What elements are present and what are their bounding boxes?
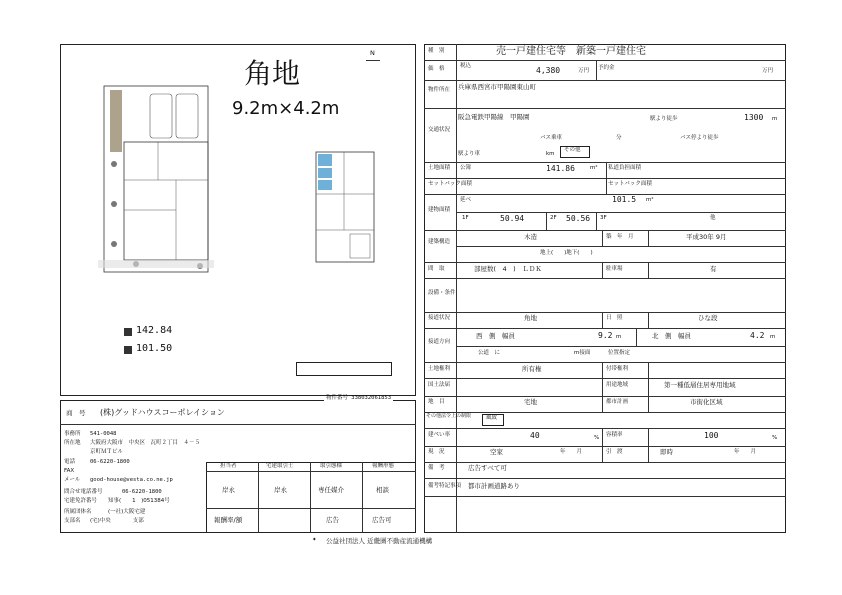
plan-legend — [296, 362, 392, 376]
remarks-value: 広告すべて可 — [468, 464, 507, 472]
company-divider — [60, 424, 416, 425]
from-station: 駅より車 — [458, 151, 481, 157]
trade-name: (株)グッドハウスコーポレイション — [100, 408, 225, 417]
other-label: その他 — [564, 147, 581, 153]
access-value: 角地 — [524, 314, 537, 322]
floor2-label: 2F — [550, 215, 557, 221]
far-value: 100 — [704, 431, 719, 440]
role-header: 報酬形態 — [372, 463, 395, 469]
land-kind: 公簿 — [460, 165, 472, 171]
floor1-label: 1F — [462, 215, 469, 221]
handover-label: 引 渡 — [606, 449, 623, 455]
postal-code: 541-0048 — [90, 431, 117, 437]
office-label: 事務所 — [64, 431, 81, 437]
sun-label: 日 照 — [606, 315, 623, 321]
address-line-2: 京町ＭＴビル — [90, 449, 124, 455]
type-label: 種 別 — [428, 48, 445, 54]
plan-dimensions: 9.2m×4.2m — [232, 98, 340, 119]
attached-label: 付帯権利 — [606, 366, 629, 372]
role-value: 専任媒介 — [318, 486, 344, 494]
zone-value: 第一種低層住居専用地域 — [664, 381, 736, 389]
public-road: 公道 に — [478, 350, 501, 356]
zone-label: 用途地域 — [606, 382, 629, 388]
far-label: 容積率 — [606, 432, 623, 438]
built-value: 平成30年 9月 — [686, 233, 727, 241]
structure-label: 建築構造 — [428, 239, 451, 245]
footer-org: 公益社団法人 近畿圏不動産流通機構 — [326, 537, 433, 545]
trade-label: 商 号 — [66, 409, 86, 417]
setback-label: セットバック面積 — [428, 181, 472, 187]
floor-area-badge-icon — [124, 346, 132, 354]
role-value: 相談 — [376, 486, 389, 494]
type-value: 売一戸建住宅等 新築一戸建住宅 — [496, 46, 646, 57]
bcr-value: 40 — [530, 431, 540, 440]
road-label: 接道方向 — [428, 339, 451, 345]
setback-right-label: セットバック面積 — [608, 181, 652, 187]
address-line-1: 大阪府大阪市 中央区 瓦町２丁目 ４－５ — [90, 440, 201, 446]
bus-label: バス乗車 — [540, 135, 563, 141]
special-label: 備考特記事項 — [428, 483, 462, 489]
branch-label: 支部名 — [64, 518, 81, 524]
inquiry-phone: 06-6220-1800 — [122, 489, 162, 495]
north-underline — [366, 60, 380, 61]
price-tax: 税込 — [460, 63, 472, 69]
phone-value: 06-6220-1800 — [90, 459, 130, 465]
handover-value: 即時 — [660, 448, 673, 456]
org-label: 所属団体名 — [64, 509, 92, 515]
mail-label: メール — [64, 477, 81, 483]
role-header: 担当者 — [220, 463, 237, 469]
transit-label: 交通状況 — [428, 127, 451, 133]
limit-value: 風致 — [486, 415, 498, 421]
private-road-label: 私道負担面積 — [608, 165, 642, 171]
floor3-label: 3F — [600, 215, 607, 221]
floor-area-value: 101.50 — [136, 343, 173, 354]
city-plan-value: 市街化区域 — [690, 398, 723, 406]
ad-rate-label: 報酬率/額 — [214, 516, 243, 524]
parking-value: 有 — [710, 265, 717, 273]
ad-column-label: 広告 — [326, 516, 339, 524]
special-value: 都市計画道路あり — [468, 482, 520, 490]
layout-label: 間 取 — [428, 266, 445, 272]
location-label: 物件所在 — [428, 87, 451, 93]
location-value: 兵庫県西宮市甲陽園東山町 — [458, 83, 536, 91]
site-plan-drawing — [96, 84, 216, 274]
reference-number: 物件番号 338032061853 — [326, 395, 392, 401]
phone-label: 電話 — [64, 459, 76, 465]
land-area-value: 142.84 — [136, 325, 173, 336]
org-value: (一社)大阪宅建 — [108, 509, 146, 515]
bcr-unit: % — [594, 435, 600, 441]
road2-direction: 北 側 幅員 — [652, 332, 691, 340]
mail-value: good-house@vesta.co.ne.jp — [90, 477, 173, 483]
price-unit: 万円 — [578, 68, 590, 74]
km-unit: km — [546, 151, 555, 157]
branch-value: (宅)中央 支部 — [90, 518, 144, 524]
bcr-label: 建ぺい率 — [428, 432, 451, 438]
reserve-label: 予約金 — [598, 65, 615, 71]
layout-value: 部屋数( 4 ) ＬＤＫ — [474, 265, 542, 273]
floor1-value: 50.94 — [500, 214, 525, 223]
reserve-unit: 万円 — [762, 68, 774, 74]
land-unit: m² — [590, 165, 598, 171]
license-value: 知事( 1 )051384号 — [108, 498, 170, 504]
license-label: 宅建免許番号 — [64, 498, 98, 504]
walk-unit: m — [772, 116, 778, 122]
total-label: 延べ — [460, 197, 472, 203]
land-value: 141.86 — [546, 164, 575, 173]
floor2-value: 50.56 — [566, 214, 591, 223]
ad-value: 広告可 — [372, 516, 392, 524]
role-value: 岸永 — [274, 486, 287, 494]
line-value: 阪急電鉄甲陽線 甲陽園 — [458, 113, 530, 121]
walk-label: 駅より徒歩 — [650, 116, 678, 122]
road1-unit: m — [616, 334, 622, 340]
far-unit: % — [772, 435, 778, 441]
footer-logo-icon: ✦ — [312, 537, 317, 543]
status-date: 年 月 — [560, 449, 583, 455]
sun-value: ひな段 — [698, 314, 718, 322]
position-label: 位置指定 — [608, 350, 631, 356]
floors-label: 地上( )地下( ) — [540, 250, 593, 256]
fax-label: FAX — [64, 468, 75, 474]
city-plan-label: 都市計画 — [606, 399, 629, 405]
built-label: 築 年 月 — [606, 234, 634, 240]
access-label: 接道状況 — [428, 315, 451, 321]
inquiry-label: 問合せ電話番号 — [64, 489, 103, 495]
road2-width: 4.2 — [750, 331, 765, 340]
status-value: 空家 — [490, 448, 503, 456]
busstop-label: バス停より徒歩 — [680, 135, 719, 141]
frontage-label: m接面 — [574, 350, 591, 356]
rights-value: 所有権 — [522, 365, 542, 373]
chimoku-value: 宅地 — [524, 398, 537, 406]
remarks-label: 備 考 — [428, 465, 445, 471]
walk-value: 1300 — [744, 113, 764, 122]
price-label: 価 格 — [428, 66, 445, 72]
role-header: 宅建取引士 — [266, 463, 294, 469]
bus-minutes: 分 — [616, 135, 622, 141]
total-value: 101.5 — [612, 195, 637, 204]
role-header: 取引態様 — [320, 463, 343, 469]
address-label: 所在地 — [64, 440, 81, 446]
total-unit: m² — [646, 197, 654, 203]
facility-label: 設備・条件 — [428, 290, 456, 296]
road1-width: 9.2 — [598, 331, 613, 340]
price-value: 4,380 — [536, 66, 561, 75]
handover-date: 年 月 — [734, 449, 757, 455]
road2-unit: m — [770, 334, 776, 340]
road1-direction: 西 側 幅員 — [476, 332, 515, 340]
limit-label: その他法令上の制限 — [426, 413, 472, 419]
north-mark: N — [370, 49, 375, 57]
status-label: 現 況 — [428, 449, 445, 455]
land-area-badge-icon — [124, 328, 132, 336]
role-value: 岸永 — [222, 486, 235, 494]
law-label: 国土法届 — [428, 382, 451, 388]
land-label: 土地面積 — [428, 165, 451, 171]
structure-value: 木造 — [524, 233, 537, 241]
second-floor-plan — [314, 150, 378, 266]
rights-label: 土地権利 — [428, 366, 451, 372]
building-label: 建物面積 — [428, 207, 451, 213]
plan-title: 角地 — [244, 57, 301, 90]
chimoku-label: 地 目 — [428, 399, 445, 405]
other-floor-label: 他 — [710, 215, 716, 221]
parking-label: 駐車場 — [606, 266, 623, 272]
